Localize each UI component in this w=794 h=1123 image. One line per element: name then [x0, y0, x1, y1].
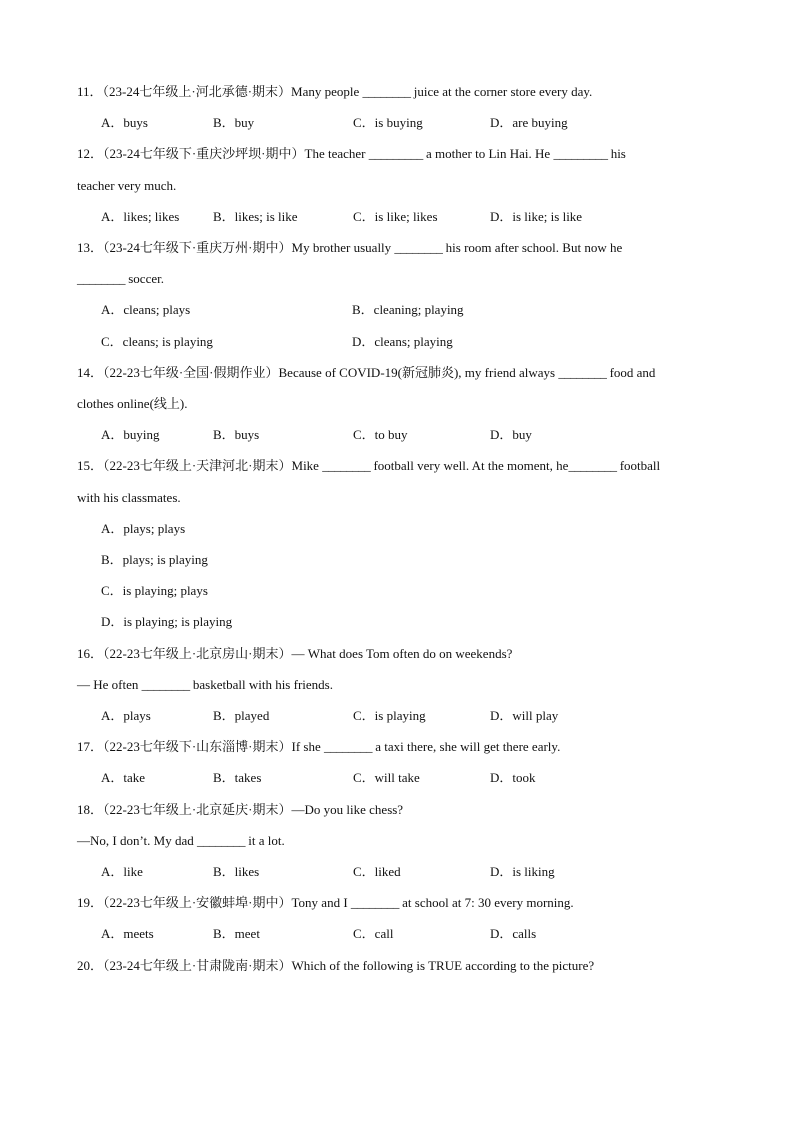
question-number: 16．	[77, 645, 104, 661]
option-b[interactable]	[213, 770, 261, 786]
option-letter: A．	[101, 864, 124, 879]
question-stem	[77, 958, 594, 974]
question-number: 15．	[77, 458, 104, 474]
question-text: basketball with his friends.	[189, 676, 333, 692]
answer-options	[101, 926, 661, 942]
option-text: take	[123, 770, 146, 786]
option-b[interactable]	[213, 427, 259, 443]
option-letter: A．	[101, 208, 124, 224]
option-a[interactable]	[101, 427, 160, 443]
option-c[interactable]	[353, 864, 401, 880]
question-stem-cont	[77, 490, 181, 506]
question-source: （22-23七年级上·安徽蚌埠·期中）	[103, 895, 292, 911]
question-text: his	[607, 146, 626, 162]
question-number: 18．	[77, 801, 104, 817]
option-letter: D．	[490, 208, 513, 224]
option-a[interactable]	[101, 770, 145, 786]
option-text: meet	[234, 926, 260, 942]
option-text: are buying	[512, 115, 568, 131]
option-letter: C．	[353, 926, 375, 942]
question-text: Which of the following is TRUE according to the picture?	[291, 957, 595, 973]
option-b[interactable]	[213, 864, 259, 880]
option-text: is buying	[374, 115, 423, 131]
option-letter: D．	[101, 614, 124, 630]
question-stem	[77, 240, 622, 256]
option-letter: C．	[353, 864, 375, 879]
option-text: likes; is like	[234, 208, 298, 224]
option-letter: A．	[101, 427, 124, 443]
option-text: likes	[234, 864, 260, 879]
option-letter: B．	[352, 302, 374, 318]
answer-options	[101, 334, 661, 350]
question-stem	[77, 895, 574, 911]
question-text: football	[616, 458, 661, 474]
question-source: （22-23七年级上·北京延庆·期末）	[103, 801, 292, 817]
answer-blank: ________	[568, 458, 617, 474]
option-c[interactable]	[353, 209, 438, 225]
option-a[interactable]	[101, 521, 185, 537]
option-text: buy	[234, 115, 255, 131]
question-text: —No, I don’t. My dad	[77, 832, 198, 848]
option-letter: D．	[490, 708, 513, 723]
option-a[interactable]	[101, 864, 143, 880]
question-stem-cont	[77, 396, 187, 412]
question-text: a taxi there, she will get there early.	[372, 739, 561, 755]
option-b[interactable]	[213, 926, 260, 942]
option-text: cleans; plays	[123, 302, 191, 318]
option-a[interactable]	[101, 926, 154, 942]
answer-options	[101, 864, 661, 880]
question-text: with his classmates.	[77, 489, 181, 505]
option-text: is like; likes	[374, 208, 438, 224]
question-number: 12．	[77, 146, 104, 162]
question-stem-cont	[77, 677, 333, 693]
option-letter: A．	[101, 302, 124, 318]
question-text: —Do you like chess?	[291, 801, 404, 817]
answer-blank: ________	[394, 240, 443, 255]
question-text: Because of COVID-19(新冠肺炎), my friend always	[278, 364, 559, 380]
question-stem	[77, 84, 592, 100]
option-letter: D．	[490, 770, 513, 786]
question-source: （22-23七年级上·天津河北·期末）	[103, 458, 292, 474]
answer-blank: _________	[553, 146, 608, 162]
question-source: （22-23七年级上·北京房山·期末）	[103, 645, 292, 661]
question-number: 20．	[77, 957, 104, 973]
option-letter: B．	[213, 770, 235, 786]
option-text: call	[374, 926, 394, 942]
question-stem	[77, 146, 626, 162]
question-text: The teacher	[304, 146, 369, 162]
answer-options	[101, 583, 661, 599]
answer-options	[101, 708, 661, 724]
answer-blank: ________	[362, 84, 411, 99]
option-letter: B．	[213, 864, 235, 879]
option-letter: B．	[213, 708, 235, 723]
option-text: is playing	[374, 708, 426, 723]
option-letter: B．	[213, 427, 235, 443]
option-text: buy	[512, 427, 532, 443]
option-text: played	[234, 708, 270, 723]
question-text: clothes online(线上).	[77, 396, 188, 411]
option-text: to buy	[374, 427, 408, 443]
answer-options	[101, 115, 661, 131]
option-d[interactable]	[490, 209, 582, 225]
option-text: meets	[123, 926, 154, 942]
option-text: like	[123, 864, 143, 879]
answer-options	[101, 521, 661, 537]
option-letter: C．	[353, 770, 375, 786]
option-text: buys	[123, 115, 148, 131]
question-stem-cont	[77, 833, 285, 849]
answer-options	[101, 614, 661, 630]
answer-blank: ________	[322, 458, 371, 474]
question-number: 17．	[77, 739, 104, 755]
option-letter: D．	[352, 333, 375, 349]
question-text: Tony and I	[291, 895, 351, 911]
option-c[interactable]	[353, 770, 420, 786]
option-c[interactable]	[101, 583, 208, 599]
question-number: 13．	[77, 240, 104, 255]
question-number: 14．	[77, 364, 104, 380]
answer-options	[101, 302, 661, 318]
question-source: （23-24七年级下·重庆万州·期中）	[103, 240, 292, 255]
option-letter: D．	[490, 427, 513, 443]
question-text: teacher very much.	[77, 177, 177, 193]
answer-options	[101, 427, 661, 443]
option-b[interactable]	[352, 302, 464, 318]
option-text: liked	[374, 864, 401, 879]
option-c[interactable]	[353, 115, 423, 131]
option-text: is playing; plays	[122, 583, 208, 599]
option-letter: B．	[213, 926, 235, 942]
question-text: food and	[606, 364, 656, 380]
option-a[interactable]	[101, 209, 179, 225]
answer-blank: ________	[77, 271, 125, 287]
option-text: took	[512, 770, 536, 786]
option-c[interactable]	[353, 926, 393, 942]
option-d[interactable]	[490, 926, 536, 942]
question-text: soccer.	[125, 271, 164, 287]
option-text: cleans; is playing	[122, 333, 213, 349]
option-c[interactable]	[101, 334, 213, 350]
question-text: — What does Tom often do on weekends?	[291, 645, 513, 661]
option-letter: C．	[101, 583, 123, 599]
option-text: buys	[234, 427, 260, 443]
option-d[interactable]	[490, 427, 532, 443]
question-stem	[77, 802, 403, 818]
option-text: plays	[123, 708, 151, 723]
question-text: Mike	[291, 458, 323, 474]
option-d[interactable]	[352, 334, 453, 350]
question-text: it a lot.	[245, 832, 285, 848]
option-letter: C．	[101, 333, 123, 349]
answer-options	[101, 770, 661, 786]
answer-options	[101, 552, 661, 568]
option-d[interactable]	[101, 614, 232, 630]
question-stem-cont	[77, 178, 176, 194]
question-stem	[77, 646, 512, 662]
question-text: juice at the corner store every day.	[410, 84, 593, 99]
question-stem	[77, 458, 660, 474]
option-letter: A．	[101, 926, 124, 942]
option-c[interactable]	[353, 708, 426, 724]
option-letter: D．	[490, 115, 513, 131]
option-letter: D．	[490, 926, 513, 942]
option-text: likes; likes	[123, 208, 180, 224]
option-letter: A．	[101, 708, 124, 723]
option-text: cleans; playing	[374, 333, 453, 349]
question-source: （23-24七年级上·河北承德·期末）	[102, 84, 292, 99]
question-stem-cont	[77, 271, 164, 287]
answer-blank: _________	[368, 146, 423, 162]
question-text: My brother usually	[291, 240, 395, 255]
option-letter: C．	[353, 708, 375, 723]
option-d[interactable]	[490, 770, 536, 786]
option-text: buying	[123, 427, 160, 443]
option-text: is playing; is playing	[123, 614, 233, 630]
option-b[interactable]	[213, 708, 269, 724]
option-letter: A．	[101, 520, 124, 536]
option-text: is liking	[512, 864, 555, 879]
option-text: will take	[374, 770, 420, 786]
question-source: （22-23七年级下·山东淄博·期末）	[103, 739, 292, 755]
option-text: calls	[512, 926, 537, 942]
option-letter: A．	[101, 770, 124, 786]
option-letter: A．	[101, 115, 124, 131]
option-letter: B．	[101, 552, 123, 567]
option-text: plays; plays	[123, 520, 186, 536]
option-c[interactable]	[353, 427, 408, 443]
question-number: 11．	[77, 84, 103, 99]
question-stem	[77, 365, 655, 381]
answer-blank: ________	[558, 364, 607, 380]
question-stem	[77, 739, 560, 755]
question-text: at school at 7: 30 every morning.	[398, 895, 574, 911]
option-letter: C．	[353, 427, 375, 443]
option-text: plays; is playing	[122, 552, 208, 567]
option-a[interactable]	[101, 708, 151, 724]
answer-blank: ________	[324, 739, 373, 755]
question-text: — He often	[77, 676, 142, 692]
option-b[interactable]	[213, 115, 254, 131]
option-b[interactable]	[101, 552, 208, 568]
question-number: 19．	[77, 895, 104, 911]
option-letter: B．	[213, 208, 235, 224]
option-d[interactable]	[490, 115, 568, 131]
question-text: Many people	[291, 84, 363, 99]
question-source: （22-23七年级·全国·假期作业）	[103, 364, 279, 380]
option-b[interactable]	[213, 209, 298, 225]
option-text: cleaning; playing	[373, 302, 464, 318]
question-text: football very well. At the moment, he	[370, 458, 569, 474]
option-a[interactable]	[101, 115, 148, 131]
option-a[interactable]	[101, 302, 190, 318]
question-text: a mother to Lin Hai. He	[422, 146, 554, 162]
option-d[interactable]	[490, 864, 555, 880]
answer-options	[101, 209, 661, 225]
answer-blank: ________	[197, 832, 246, 848]
question-text: his room after school. But now he	[442, 240, 623, 255]
option-text: is like; is like	[512, 208, 583, 224]
option-text: will play	[512, 708, 559, 723]
question-text: If she	[291, 739, 325, 755]
option-d[interactable]	[490, 708, 558, 724]
answer-blank: ________	[141, 676, 190, 692]
option-letter: D．	[490, 864, 513, 879]
question-source: （23-24七年级下·重庆沙坪坝·期中）	[103, 146, 305, 162]
answer-blank: ________	[350, 895, 399, 911]
option-letter: B．	[213, 115, 235, 131]
question-source: （23-24七年级上·甘肃陇南·期末）	[103, 957, 292, 973]
option-letter: C．	[353, 115, 375, 131]
option-letter: C．	[353, 208, 375, 224]
option-text: takes	[234, 770, 262, 786]
